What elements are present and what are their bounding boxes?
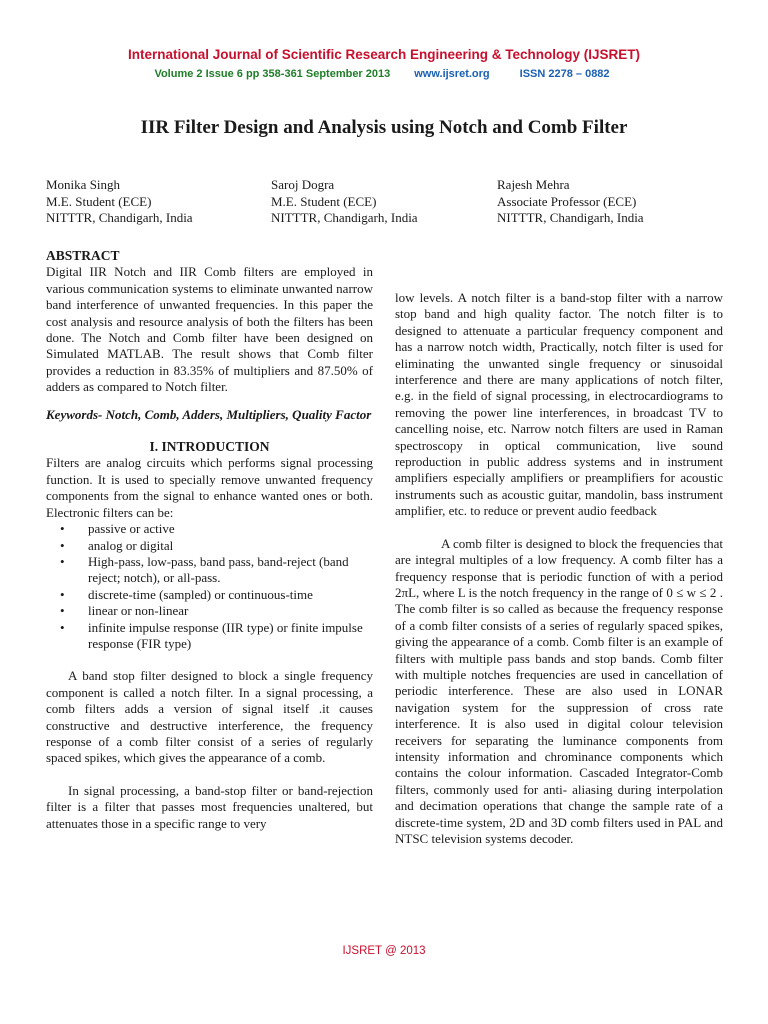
- journal-meta: [0, 68, 768, 80]
- introduction-heading: I. INTRODUCTION: [149, 439, 270, 455]
- list-item: • linear or non-linear: [74, 603, 373, 619]
- author-affiliation: NITTTR, Chandigarh, India: [497, 210, 644, 225]
- abstract-text: Digital IIR Notch and IIR Comb filters are employed in various communication systems to eliminate unwanted narrow band interference of unwanted frequencies. In this paper the cost analysis and resource analysis of both the filters has been done. The Notch and Comb filter have been designed on Simulated MATLAB. The result shows that Comb filter provides a reduction in 83.35% of multipliers and 87.50% of adders as compared to Notch filter.: [46, 264, 373, 395]
- author-role: Associate Professor (ECE): [497, 193, 637, 209]
- journal-title: International Journal of Scientific Research Engineering & Technology (IJSRET): [127, 47, 641, 62]
- keywords: Keywords- Notch, Comb, Adders, Multipliers, Quality Factor: [46, 406, 372, 422]
- author-block: [271, 177, 418, 227]
- author-role: M.E. Student (ECE): [271, 193, 377, 209]
- list-item: • analog or digital: [74, 538, 373, 554]
- author-name: Rajesh Mehra: [497, 177, 570, 192]
- author-affiliation: NITTTR, Chandigarh, India: [271, 210, 418, 225]
- abstract-heading: ABSTRACT: [46, 248, 120, 263]
- journal-website-link[interactable]: www.ijsret.org: [414, 68, 490, 80]
- intro-paragraph: A band stop filter designed to block a single frequency component is called a notch filter. In a signal processing, a comb filters adds a version of signal itself .it causes constructive and destructive interference, the frequency response of a comb filter consist of a series of regularly spaced spikes, which gives the appearance of a comb.: [46, 668, 373, 766]
- filter-types-list: [46, 521, 373, 652]
- volume-info: Volume 2 Issue 6 pp 358-361 September 2013: [154, 68, 391, 80]
- paper-title: IIR Filter Design and Analysis using Notch and Comb Filter: [140, 117, 628, 138]
- list-item: • infinite impulse response (IIR type) or finite impulse response (FIR type): [74, 620, 373, 653]
- page-footer: IJSRET @ 2013: [342, 945, 426, 957]
- list-item: • High-pass, low-pass, band pass, band-reject (band reject; notch), or all-pass.: [74, 554, 373, 587]
- left-column: [46, 248, 373, 832]
- intro-paragraph: low levels. A notch filter is a band-stop filter with a narrow stop band and high quality factor. The notch filter is to designed to attenuate a particular frequency component and has a narrow notch width, Practically, notch filter is used for eliminating the unwanted single frequency or sinusoidal interference and there are many applications of notch filter, e.g. in the field of signal processing, in electrocardiograms to removing the power line interferences, in broadcast TV to cancelling noise, etc. Narrow notch filters are used in Raman spectroscopy in optical communication, live sound reproduction in public address systems and in instrument amplifiers especially amplifiers or preamplifiers for acoustic instruments such as acoustic guitar, mandolin, bass instrument amplifier, etc. to reduce or prevent audio feedback: [395, 290, 723, 519]
- list-item: • discrete-time (sampled) or continuous-time: [74, 587, 373, 603]
- author-name: Saroj Dogra: [271, 177, 335, 192]
- author-name: Monika Singh: [46, 177, 121, 192]
- list-item: • passive or active: [74, 521, 373, 537]
- author-block: [497, 177, 644, 227]
- author-role: M.E. Student (ECE): [46, 193, 152, 209]
- intro-paragraph: A comb filter is designed to block the frequencies that are integral multiples of a low frequency. A comb filter has a frequency response that is periodic function of with a period 2πL, where L is the notch frequency in the range of 0 ≤ w ≤ 2 . The comb filter is so called as because the frequency response of a comb filter consists of a series of regularly spaced spikes, giving the appearance of a comb. Comb filter is an example of filters with multiple pass bands and stop bands. Comb filter with multiple notches frequencies are used in cancellation of periodic interference. These are also used in LONAR navigation system for the suppression of cross rate interference. It is also used in digital colour television receivers for separating the luminance components from intensity information and chrominance components which contains the colour information. Cascaded Integrator-Comb filters, commonly used for anti- aliasing during interpolation and decimation operations that change the sample rate of a discrete-time system, 2D and 3D comb filters used in PAL and NTSC television systems decoder.: [395, 535, 723, 846]
- author-block: [46, 177, 193, 227]
- issn: ISSN 2278 – 0882: [519, 68, 610, 80]
- author-affiliation: NITTTR, Chandigarh, India: [46, 210, 193, 225]
- intro-paragraph: Filters are analog circuits which performs signal processing function. It is used to specially remove unwanted frequency components from the signal to enhance wanted ones or both. Electronic filters can be:: [46, 455, 373, 520]
- intro-paragraph: In signal processing, a band-stop filter or band-rejection filter is a filter that passes most frequencies unaltered, but attenuates those in a specific range to very: [46, 782, 373, 831]
- right-column: [395, 290, 723, 847]
